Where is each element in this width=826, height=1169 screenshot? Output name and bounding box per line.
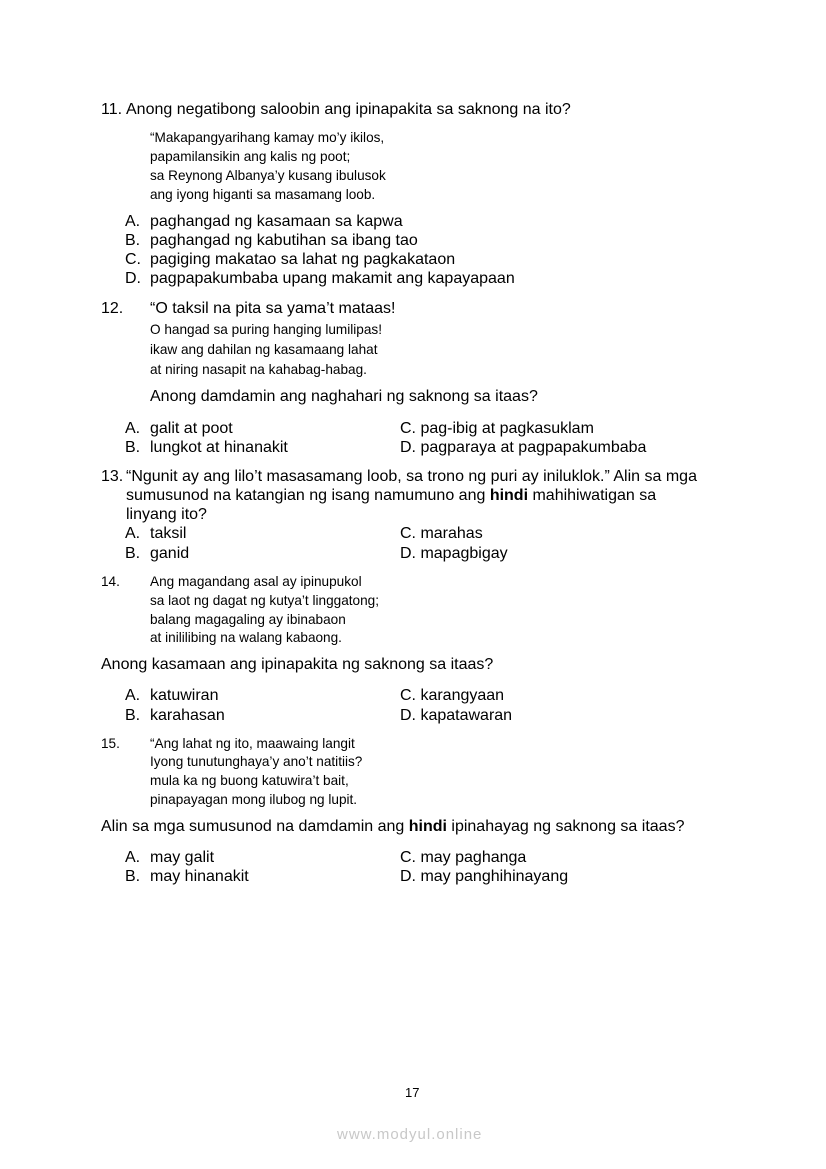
poem-line: pinapayagan mong ilubog ng lupit. bbox=[150, 792, 358, 807]
poem-line: Ang magandang asal ay ipinupukol bbox=[150, 574, 362, 589]
option-c: C. may paghanga bbox=[400, 849, 527, 866]
option-a: A. katuwiran bbox=[125, 687, 219, 704]
option-c: C. pag-ibig at pagkasuklam bbox=[400, 420, 594, 437]
question-stem: Anong kasamaan ang ipinapakita ng saknong sa itaas? bbox=[101, 656, 494, 673]
question-number: 15. bbox=[101, 736, 120, 751]
question-stem: Anong negatibong saloobin ang ipinapakita sa saknong na ito? bbox=[126, 101, 571, 118]
poem-line: “Ang lahat ng ito, maawaing langit bbox=[150, 736, 355, 751]
footer-watermark: www.modyul.online bbox=[337, 1126, 483, 1143]
option-d: D. pagparaya at pagpapakumbaba bbox=[400, 439, 647, 456]
question-stem: Alin sa mga sumusunod na damdamin ang hindi ipinahayag ng saknong sa itaas? bbox=[101, 818, 685, 835]
option-b: B. paghangad ng kabutihan sa ibang tao bbox=[125, 232, 418, 249]
question-stem-line: “Ngunit ay ang lilo’t masasamang loob, sa trono ng puri ay iniluklok.” Alin sa mga bbox=[126, 468, 697, 485]
option-b: B. may hinanakit bbox=[125, 868, 249, 885]
option-c: C. marahas bbox=[400, 525, 483, 542]
question-number: 13. bbox=[101, 468, 124, 485]
option-d: D. pagpapakumbaba upang makamit ang kapayapaan bbox=[125, 270, 515, 287]
emphasis-hindi: hindi bbox=[408, 818, 447, 835]
option-d: D. kapatawaran bbox=[400, 707, 513, 724]
option-a: A. taksil bbox=[125, 525, 187, 542]
question-stem: Anong damdamin ang naghahari ng saknong sa itaas? bbox=[150, 388, 538, 405]
poem-line: ang iyong higanti sa masamang loob. bbox=[150, 187, 376, 202]
option-d: D. may panghihinayang bbox=[400, 868, 569, 885]
page-number: 17 bbox=[405, 1085, 420, 1100]
poem-line: “Makapangyarihang kamay mo’y ikilos, bbox=[150, 130, 385, 145]
option-c: C. pagiging makatao sa lahat ng pagkakataon bbox=[125, 251, 456, 268]
poem-line: mula ka ng buong katuwira’t bait, bbox=[150, 773, 349, 788]
question-stem-line: sumusunod na katangian ng isang namumuno ang hindi mahihiwatigan sa bbox=[126, 487, 657, 504]
option-c: C. karangyaan bbox=[400, 687, 505, 704]
poem-line: at inililibing na walang kabaong. bbox=[150, 630, 342, 645]
question-number: 11. bbox=[101, 101, 123, 118]
poem-line: balang magagaling ay ibinabaon bbox=[150, 612, 346, 627]
poem-line: sa laot ng dagat ng kutya’t linggatong; bbox=[150, 593, 379, 608]
poem-line: papamilansikin ang kalis ng poot; bbox=[150, 149, 351, 164]
poem-line: O hangad sa puring hanging lumilipas! bbox=[150, 322, 383, 337]
poem-line: at niring nasapit na kahabag-habag. bbox=[150, 362, 367, 377]
poem-line: Iyong tunutunghaya’y ano’t natitiis? bbox=[150, 754, 363, 769]
option-b: B. ganid bbox=[125, 545, 190, 562]
question-number: 14. bbox=[101, 574, 120, 589]
question-number: 12. bbox=[101, 300, 124, 317]
poem-line: ikaw ang dahilan ng kasamaang lahat bbox=[150, 342, 378, 357]
option-a: A. galit at poot bbox=[125, 420, 233, 437]
poem-line: sa Reynong Albanya’y kusang ibulusok bbox=[150, 168, 386, 183]
emphasis-hindi: hindi bbox=[489, 487, 529, 504]
option-b: B. lungkot at hinanakit bbox=[125, 439, 288, 456]
poem-first-line: “O taksil na pita sa yama’t mataas! bbox=[150, 300, 396, 317]
option-d: D. mapagbigay bbox=[400, 545, 508, 562]
question-stem-line: linyang ito? bbox=[126, 506, 207, 523]
option-b: B. karahasan bbox=[125, 707, 225, 724]
option-a: A. paghangad ng kasamaan sa kapwa bbox=[125, 213, 403, 230]
option-a: A. may galit bbox=[125, 849, 215, 866]
